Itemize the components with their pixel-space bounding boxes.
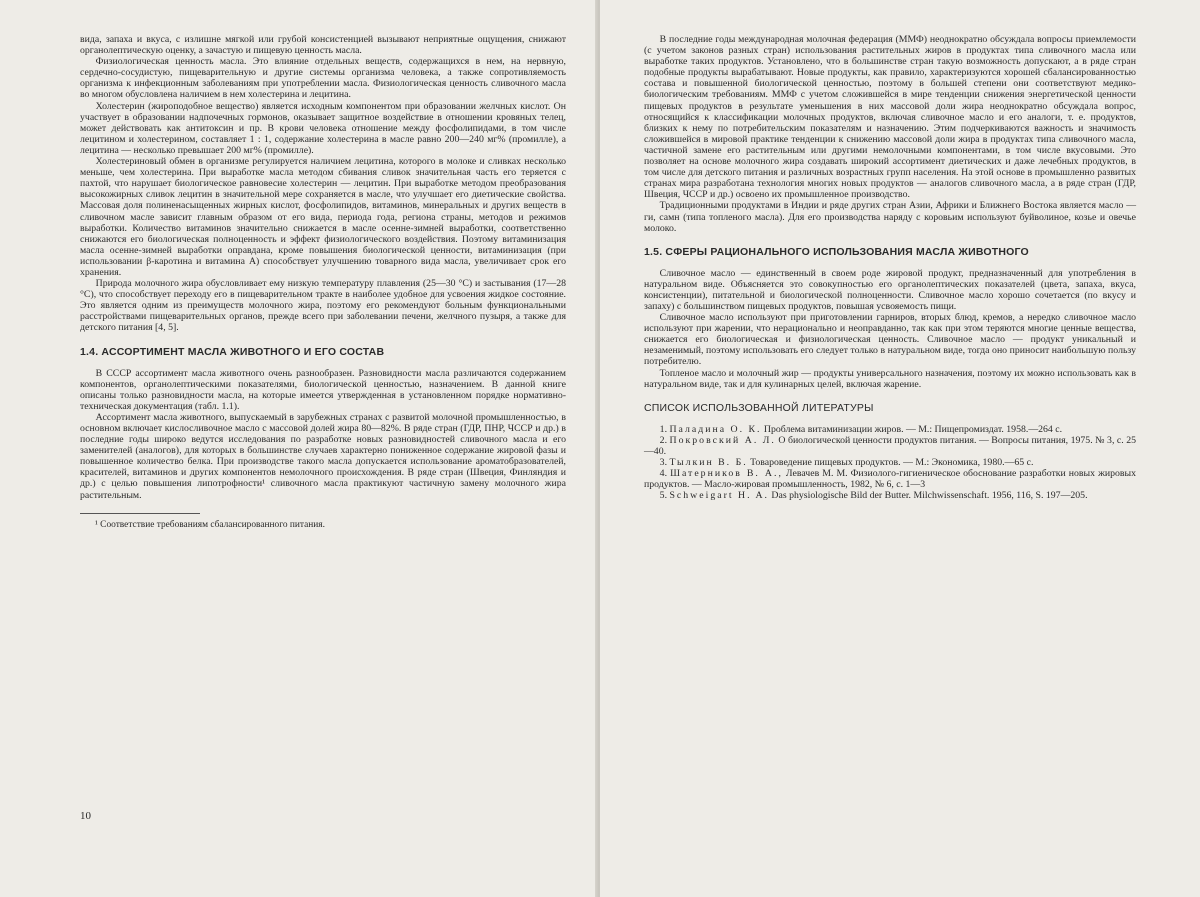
reference-text: Левачев М. М. Физиолого-гигиеническое обоснование разработки новых жировых продуктов. — Масло-жировая промышленность, 1982, № 6, с. 1—3: [644, 468, 1136, 490]
footnote: ¹ Соответствие требованиям сбалансированного питания.: [80, 520, 566, 531]
paragraph: Природа молочного жира обусловливает ему низкую температуру плавления (25—30 °С) и застывания (17—28 °С), что способствует переходу его в пищеварительном тракте в наиболее удобное для усвоения жидкое состояние. Это является одним из преимуществ молочного жира, поэтому его рекомендуют больным функциональными расстройствами пищеварительных органов, прежде всего при заболевании печени, желчного пузыря, а также для детского питания [4, 5].: [80, 278, 566, 333]
reference-number: 2.: [660, 435, 667, 446]
reference-number: 1.: [660, 424, 667, 435]
paragraph: Холестерин (жироподобное вещество) является исходным компонентом при образовании желчных кислот. Он участвует в образовании надпочечных гормонов, оказывает защитное воздействие в отношении кровяных телец, может действовать как антитоксин и пр. В крови человека отношение между фосфолипидами, в том числе лецитином и холестерином, составляет 1 : 1, содержание холестерина в масле равно 200—240 мг% (промилле), а лецитина — несколько превышает 200 мг% (промилле).: [80, 101, 566, 156]
reference-author: Schweigart H. A.: [669, 490, 768, 501]
paragraph: Сливочное масло используют при приготовлении гарниров, вторых блюд, кремов, а нередко сливочное масло используют при жарении, что нерационально и неоправданно, так как при этом теряются многие ценные вещества, снижается его биологическая и физиологическая ценность. Сливочное масло — продукт уникальный и незаменимый, поэтому использовать его следует только в натуральном виде, тогда оно приносит наибольшую пользу потребителю.: [644, 312, 1136, 367]
references-heading: СПИСОК ИСПОЛЬЗОВАННОЙ ЛИТЕРАТУРЫ: [644, 402, 1136, 414]
reference-item: [644, 457, 1136, 468]
right-page: [600, 0, 1200, 897]
left-page: [0, 0, 598, 897]
reference-item: [644, 435, 1136, 457]
reference-item: [644, 490, 1136, 501]
paragraph: В последние годы международная молочная федерация (ММФ) неоднократно обсуждала вопросы приемлемости (с учетом законов разных стран) использования растительных жиров в продуктах типа сливочного масла или выработке таких продуктов. Установлено, что в большинстве стран такую возможность допускают, а в ряде стран подобные продукты вырабатывают. Новые продукты, как правило, характеризуются хорошей сбалансированностью состава и повышенной биологической ценностью, поэтому в большей степени они соответствуют медико-биологическим требованиям. ММФ с учетом сложившейся в мире тенденции снижения энергетической ценности пищевых продуктов в результате уменьшения в них массовой доли жира неоднократно обсуждала вопрос, относящийся к классификации молочных продуктов, включая сливочное масло и его аналоги, т. е. продуктов, близких к нему по потребительским показателям и назначению. Этим подчеркиваются важность и значимость сложившейся в мировой практике тенденции к снижению массовой доли жира в продуктах типа сливочного масла, частичной замене его растительным или другими немолочными компонентами, в том числе вкусовыми. Это позволяет на основе молочного жира создавать широкий ассортимент диетических и даже лечебных продуктов, в том числе для детского питания и различных возрастных групп населения. На этой основе в промышленно развитых странах мира разработана технология многих новых продуктов — аналогов сливочного масла, а в ряде стран (ГДР, Швеция, ЧССР и др.) освоено их промышленное производство.: [644, 34, 1136, 200]
paragraph: Традиционными продуктами в Индии и ряде других стран Азии, Африки и Ближнего Востока является масло — ги, самн (типа топленого масла). Для его производства наряду с коровьим используют буйволиное, козье и овечье молоко.: [644, 200, 1136, 233]
page-number: 10: [80, 810, 91, 822]
left-column: [80, 34, 566, 531]
paragraph: Ассортимент масла животного, выпускаемый в зарубежных странах с развитой молочной промышленностью, в основном включает кислосливочное масло с массовой долей жира 80—82%. В ряде стран (ГДР, ПНР, ЧССР и др.) в последние годы широко ведутся исследования по разработке новых разновидностей сливочного масла и его заменителей (аналогов), для которых в большинстве случаев характерно пониженное содержание жировой фазы и повышенное количество белка. При производстве такого масла допускается использование ароматобразователей, красителей, витаминов и других компонентов немолочного происхождения. В ряде стран (Швеция, Финляндия и др.) с целью повышения липотрофности¹ сливочного масла практикуют частичную замену молочного жира растительным.: [80, 412, 566, 501]
right-column: [644, 34, 1136, 501]
reference-text: Проблема витаминизации жиров. — М.: Пищепромиздат. 1958.—264 с.: [761, 424, 1062, 435]
section-heading: 1.4. АССОРТИМЕНТ МАСЛА ЖИВОТНОГО И ЕГО СОСТАВ: [80, 346, 566, 358]
book-spread: [0, 0, 1200, 897]
reference-author: Паладина О. К.: [669, 424, 761, 435]
reference-author: Тылкин В. Б.: [669, 457, 747, 468]
reference-number: 4.: [660, 468, 667, 479]
reference-author: Покровский А. Л.: [670, 435, 776, 446]
paragraph: вида, запаха и вкуса, с излишне мягкой или грубой консистенцией вызывают неприятные ощущения, снижают органолептическую оценку, а зачастую и пищевую ценность масла.: [80, 34, 566, 56]
reference-author: Шатерников В. А.,: [670, 468, 783, 479]
reference-number: 3.: [660, 457, 667, 468]
reference-text: Товароведение пищевых продуктов. — М.: Экономика, 1980.—65 с.: [748, 457, 1034, 468]
reference-number: 5.: [660, 490, 667, 501]
reference-text: О биологической ценности продуктов питания. — Вопросы питания, 1975. № 3, с. 25—40.: [644, 435, 1136, 457]
paragraph: В СССР ассортимент масла животного очень разнообразен. Разновидности масла различаются содержанием компонентов, органолептическими показателями, биологической ценностью, назначением. В данной книге описаны только разновидности масла, на которые имеется утвержденная в установленном порядке нормативно-техническая документация (табл. 1.1).: [80, 368, 566, 412]
paragraph: Топленое масло и молочный жир — продукты универсального назначения, поэтому их можно использовать как в натуральном виде, так и для кулинарных целей, включая жарение.: [644, 368, 1136, 390]
paragraph: Сливочное масло — единственный в своем роде жировой продукт, предназначенный для употребления в натуральном виде. Объясняется это совокупностью его органолептических показателей (цвета, запаха, вкуса, консистенции), питательной и биологической полноценности. Сливочное масло хорошо сочетается (по вкусу и запаху) с большинством пищевых продуктов, повышая усвояемость пищи.: [644, 268, 1136, 312]
section-heading: 1.5. СФЕРЫ РАЦИОНАЛЬНОГО ИСПОЛЬЗОВАНИЯ МАСЛА ЖИВОТНОГО: [644, 246, 1136, 258]
footnote-divider: [80, 513, 200, 514]
paragraph: Холестериновый обмен в организме регулируется наличием лецитина, которого в молоке и сливках несколько меньше, чем холестерина. При выработке масла методом сбивания сливок значительная часть его теряется с пахтой, что нарушает биологическое равновесие холестерин — лецитин. При выработке методом преобразования высокожирных сливок лецитин в значительной мере сохраняется в масле, что улучшает его диетические свойства. Массовая доля полиненасыщенных жирных кислот, фосфолипидов, витаминов, минеральных и других веществ в сливочном масле зависит главным образом от его вида, периода года, региона страны, методов и режимов выработки. Количество витаминов значительно снижается в масле осенне-зимней выработки, соответственно снижаются его биологическая полноценность и эффект физиологического воздействия. Поэтому витаминизация масла осенне-зимней выработки оправдана, кроме повышения биологической ценности, витаминизация (при использовании β-каротина и витамина А) способствует улучшению товарного вида масла, увеличивает срок его хранения.: [80, 156, 566, 278]
reference-item: [644, 468, 1136, 490]
reference-text: Das physiologische Bild der Butter. Milchwissenschaft. 1956, 116, S. 197—205.: [769, 490, 1088, 501]
paragraph: Физиологическая ценность масла. Это влияние отдельных веществ, содержащихся в нем, на нервную, сердечно-сосудистую, пищеварительную и другие системы организма человека, а также сопротивляемость организма к инфекционным заболеваниям при употреблении масла. Физиологическая ценность сливочного масла во многом обусловлена наличием в нем холестерина и лецитина.: [80, 56, 566, 100]
reference-item: [644, 424, 1136, 435]
